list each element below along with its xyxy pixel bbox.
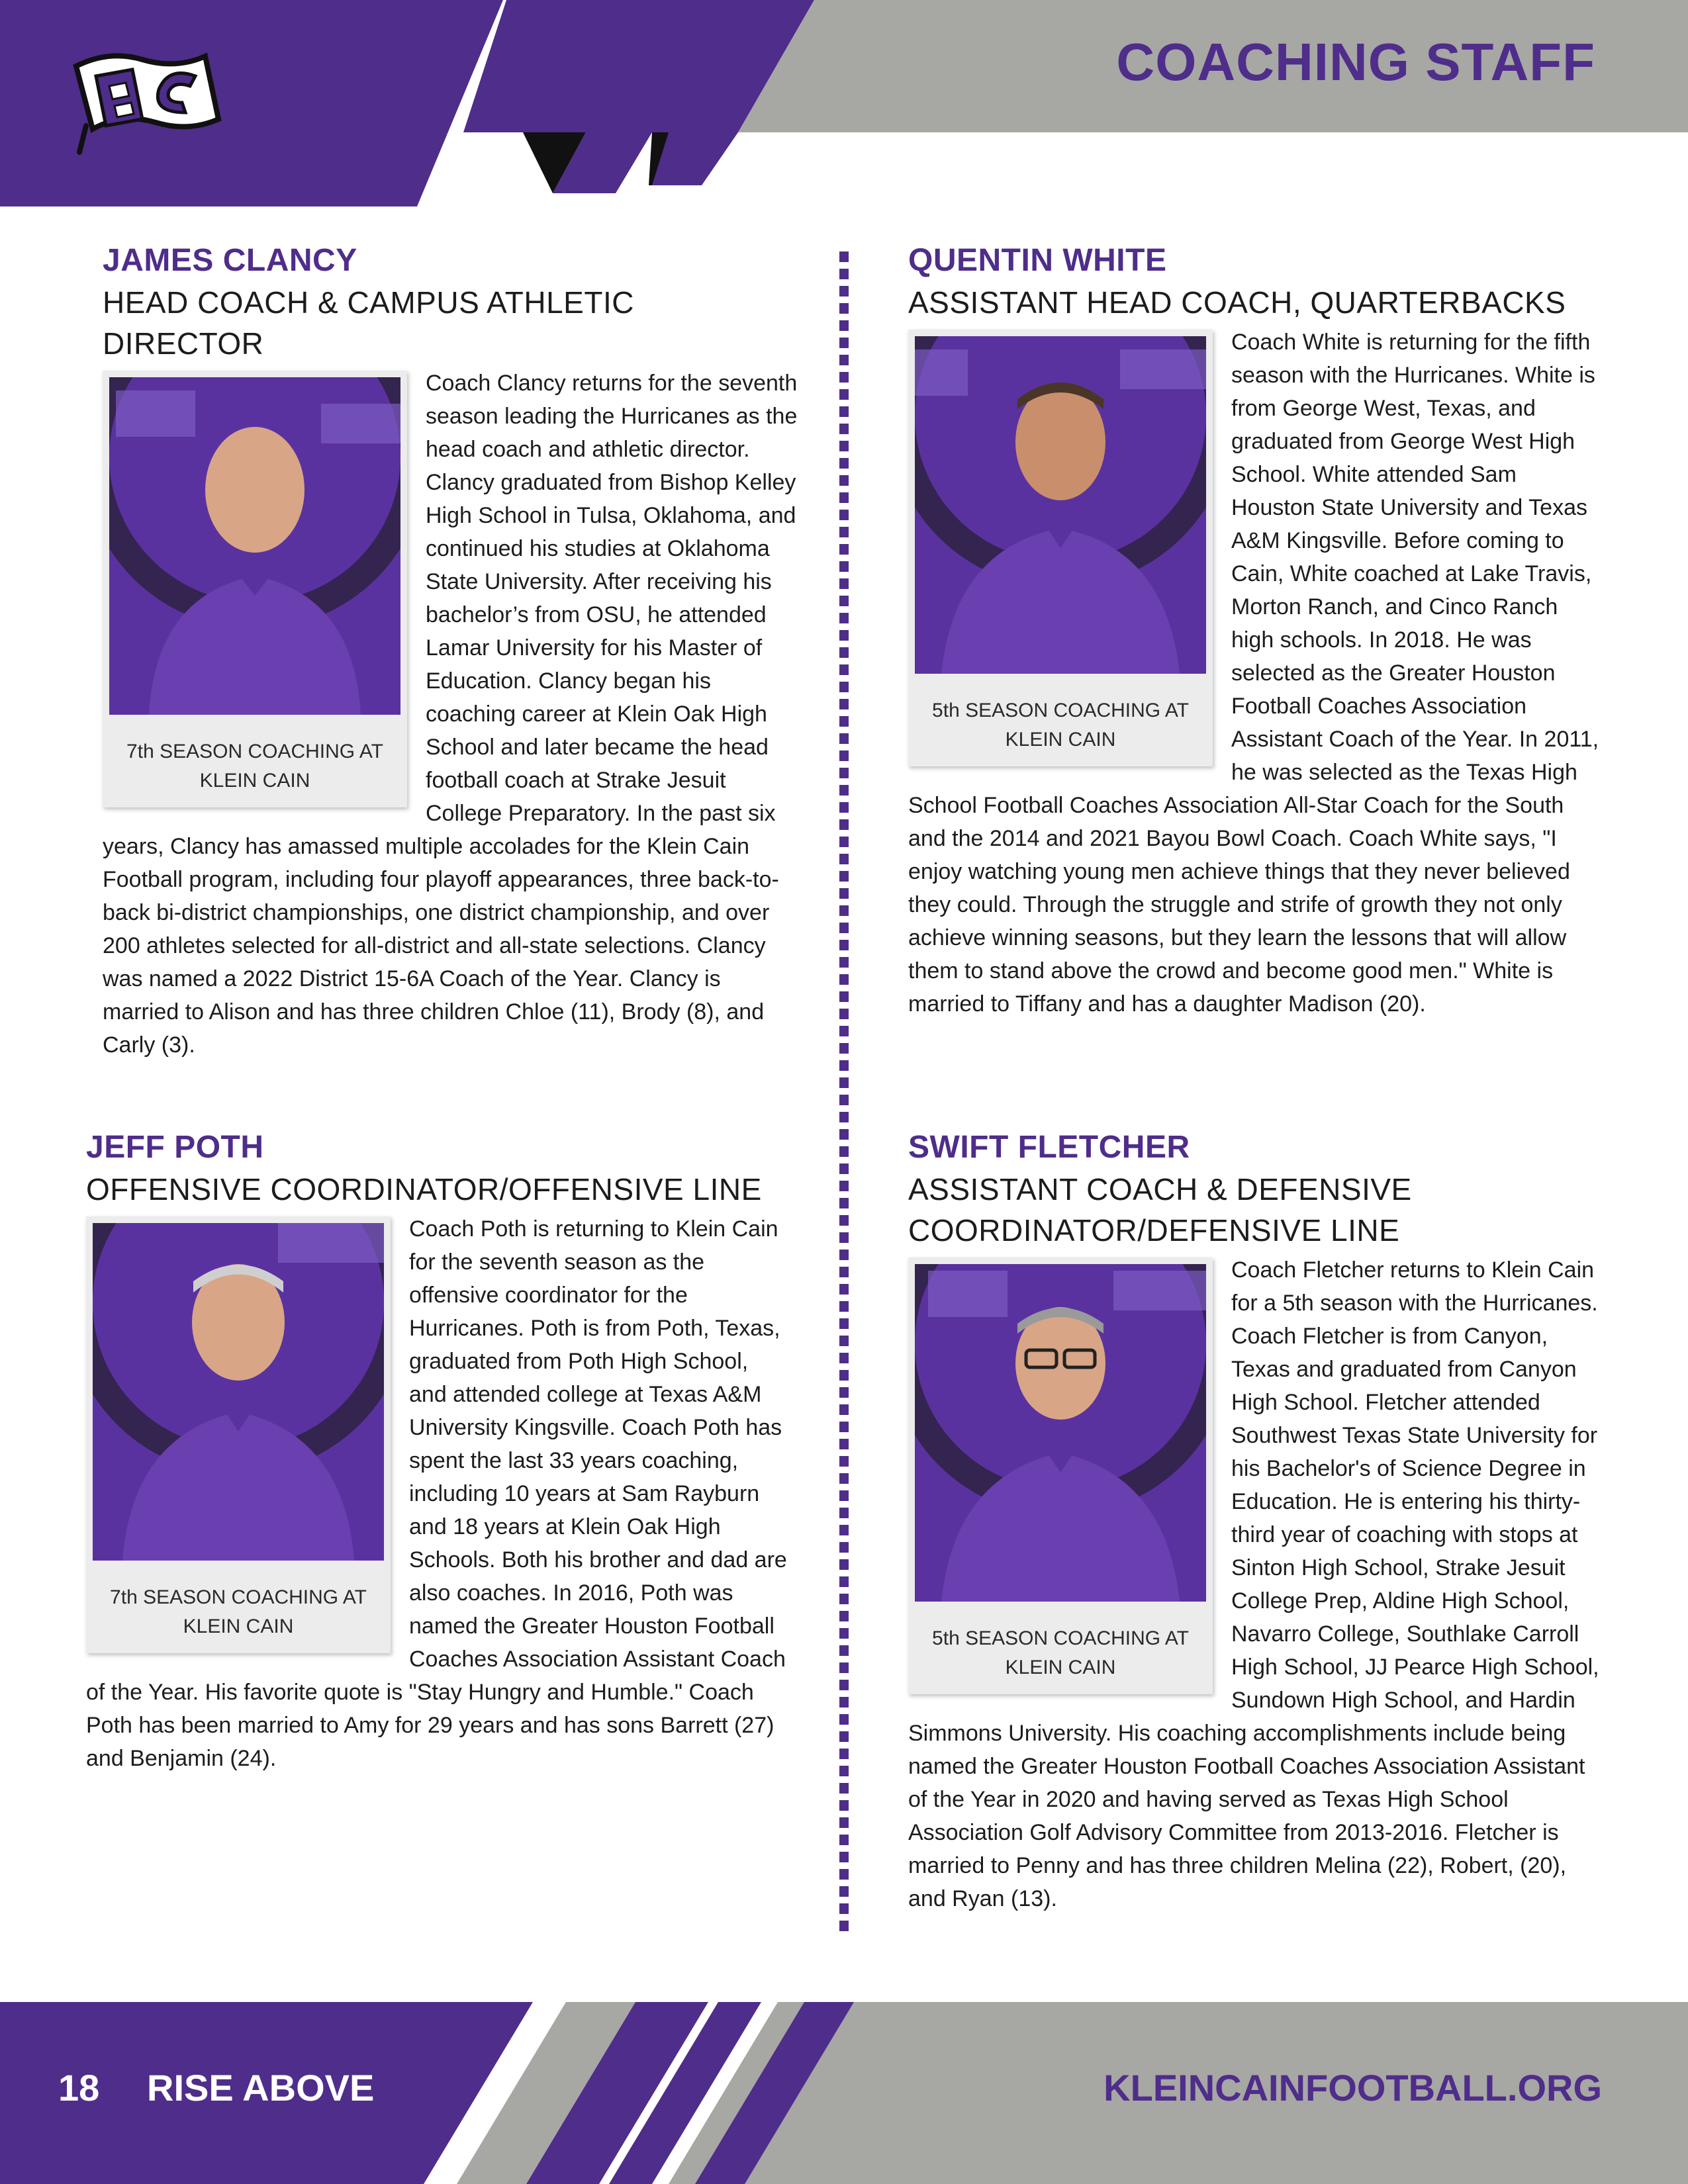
coach-photo (86, 1216, 391, 1653)
coach-card-white (908, 240, 1603, 1021)
coach-portrait-image (915, 336, 1206, 674)
coach-bio: Coach Clancy returns for the seventh season leading the Hurricanes as the head coach and athletic director. Clancy graduated from Bishop Kelley High School in Tulsa, Oklahoma, and continued his studies at Oklahoma State University. After receiving his bachelor’s from OSU, he attended Lamar University for his Master of Education. Clancy began his coaching career at Klein Oak High School and later became the head football coach at Strake Jesuit College Preparatory. In the past six years, Clancy has amassed multiple accolades for the Klein Cain Football program, including four playoff appearances, three back-to-back bi-district championships, one district championship, and over 200 athletes selected for all-district and all-state selections. Clancy was named a 2022 District 15-6A Coach of the Year. Clancy is married to Alison and has three children Chloe (11), Brody (8), and Carly (3). (103, 371, 798, 1058)
coach-bio: Coach Poth is returning to Klein Cain for the seventh season as the offensive coordinator for the Hurricanes. Poth is from Poth, Texas, graduated from Poth High School, and attended college at Texas A&M University Kingsville. Coach Poth has spent the last 33 years coaching, including 10 years at Sam Rayburn and 18 years at Klein Oak High Schools. Both his brother and dad are also coaches. In 2016, Poth was named the Greater Houston Football Coaches Association Assistant Coach of the Year. His favorite quote is "Stay Hungry and Humble." Coach Poth has been married to Amy for 29 years and has sons Barrett (27) and Benjamin (24). (86, 1216, 787, 1771)
coach-role: OFFENSIVE COORDINATOR/OFFENSIVE LINE (86, 1172, 762, 1206)
klein-cain-flag-logo (70, 40, 228, 159)
coach-photo (908, 330, 1213, 766)
page-title: COACHING STAFF (1116, 32, 1595, 91)
photo-caption: 5th SEASON COACHING AT KLEIN CAIN (932, 1627, 1189, 1678)
coach-bio: Coach Fletcher returns to Klein Cain for a 5th season with the Hurricanes. Coach Fletcher is from Canyon, Texas and graduated from Canyon High School. Fletcher attended Southwest Texas State University for his Bachelor's of Science Degree in Education. He is entering his thirty-third year of coaching with stops at Sinton High School, Strake Jesuit College Prep, Aldine High School, Navarro College, Southlake Carroll High School, JJ Pearce High School, Sundown High School, and Hardin Simmons University. His coaching accomplishments include being named the Greater Houston Football Coaches Association Assistant of the Year in 2020 and having served as Texas High School Association Golf Advisory Committee from 2013-2016. Fletcher is married to Penny and has three children Melina (22), Robert, (20), and Ryan (13). (908, 1257, 1599, 1911)
coach-name: QUENTIN WHITE (908, 243, 1167, 278)
coach-role: ASSISTANT HEAD COACH, QUARTERBACKS (908, 285, 1566, 320)
coach-portrait-image (915, 1264, 1206, 1602)
coach-card-fletcher (908, 1126, 1603, 1915)
coach-portrait-image (93, 1223, 384, 1561)
footer-website: KLEINCAINFOOTBALL.ORG (1103, 2067, 1602, 2109)
column-divider (839, 251, 849, 1933)
coach-portrait-image (109, 377, 400, 715)
coach-name: JEFF POTH (86, 1130, 264, 1165)
footer-slogan: RISE ABOVE (147, 2067, 375, 2109)
coach-photo (908, 1257, 1213, 1694)
photo-caption: 7th SEASON COACHING AT KLEIN CAIN (110, 1586, 367, 1637)
coach-bio: Coach White is returning for the fifth season with the Hurricanes. White is from George West, Texas, and graduated from George West High School. White attended Sam Houston State University and Texas A&M Kingsville. Before coming to Cain, White coached at Lake Travis, Morton Ranch, and Cinco Ranch high schools. In 2018. He was selected as the Greater Houston Football Coaches Association Assistant Coach of the Year. In 2011, he was selected as the Texas High School Football Coaches Association All-Star Coach for the South and the 2014 and 2021 Bayou Bowl Coach. Coach White says, "I enjoy watching young men achieve things that they never believed they could. Through the struggle and strife of growth they not only achieve winning seasons, but they learn the lessons that will allow them to stand above the crowd and become good men." White is married to Tiffany and has a daughter Madison (20). (908, 330, 1599, 1017)
coach-photo (103, 371, 407, 807)
coach-card-clancy (103, 240, 801, 1062)
photo-caption: 5th SEASON COACHING AT KLEIN CAIN (932, 700, 1189, 751)
coach-name: SWIFT FLETCHER (908, 1130, 1190, 1165)
coach-role: ASSISTANT COACH & DEFENSIVE COORDINATOR/DEFENSIVE LINE (908, 1172, 1412, 1248)
photo-caption: 7th SEASON COACHING AT KLEIN CAIN (126, 741, 383, 792)
coach-name: JAMES CLANCY (103, 243, 357, 278)
coach-role: HEAD COACH & CAMPUS ATHLETIC DIRECTOR (103, 285, 634, 361)
page-number: 18 (58, 2067, 100, 2109)
coach-card-poth (86, 1126, 791, 1775)
